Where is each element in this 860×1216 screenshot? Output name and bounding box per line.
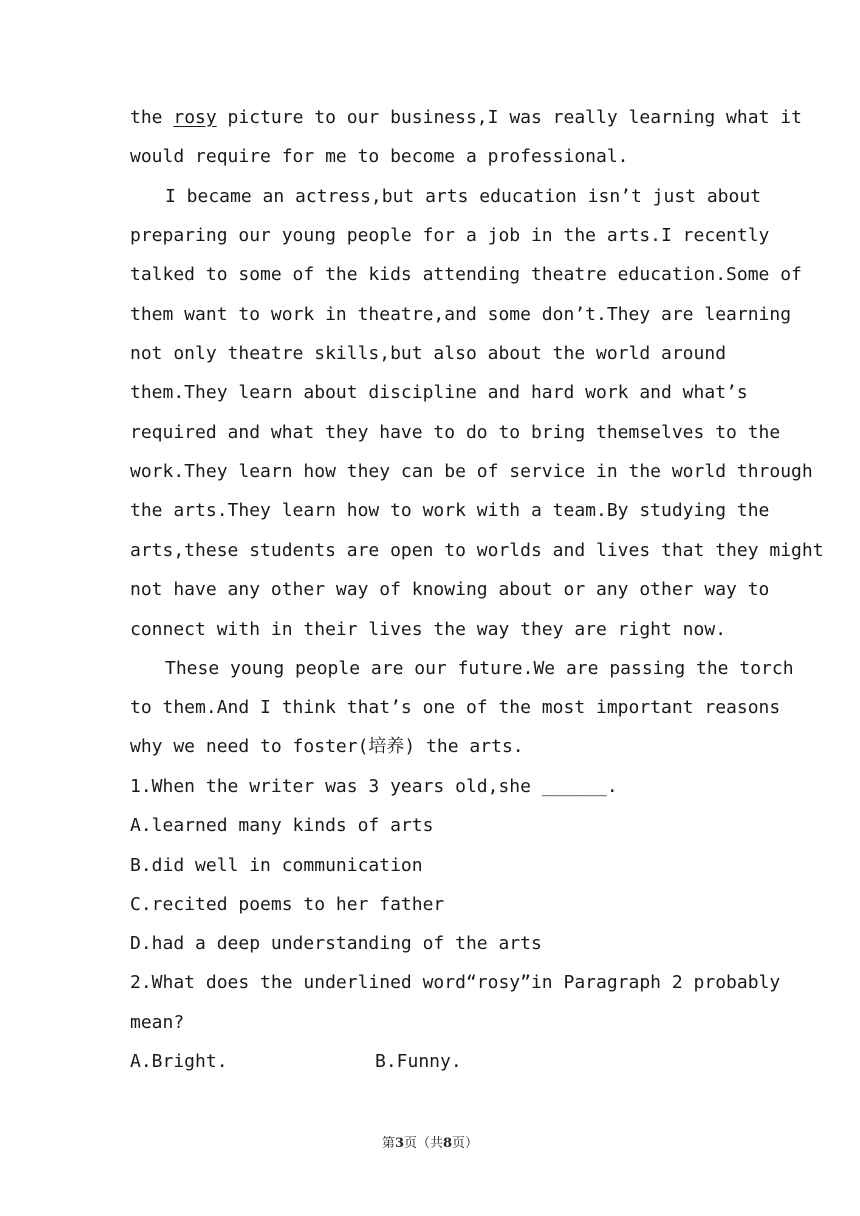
option-a: A.Bright. <box>130 1051 228 1072</box>
page-footer <box>0 1132 860 1151</box>
footer-text: 页（共 <box>403 1136 443 1151</box>
option-b: B.did well in communication <box>130 855 423 876</box>
footer-text: 第 <box>381 1136 395 1151</box>
passage-line: required and what they have to do to bring themselves to the <box>130 422 781 443</box>
passage-line: arts,these students are open to worlds and lives that they might <box>130 540 824 561</box>
question-stem: 2.What does the underlined word“rosy”in Paragraph 2 probably <box>130 972 781 993</box>
footer-text: 页） <box>452 1136 479 1151</box>
passage-line: not have any other way of knowing about or any other way to <box>130 579 770 600</box>
current-page-number: 3 <box>394 1136 404 1151</box>
question-stem-continued: mean? <box>130 1012 185 1033</box>
passage-line: talked to some of the kids attending theatre education.Some of <box>130 264 802 285</box>
passage-line: connect with in their lives the way they are right now. <box>130 619 727 640</box>
text-fragment: picture to our business,I was really learning what it <box>216 107 802 128</box>
passage-line: I became an actress,but arts education isn’t just about <box>165 186 762 207</box>
total-pages: 8 <box>443 1136 453 1151</box>
passage-line: them.They learn about discipline and hard work and what’s <box>130 382 748 403</box>
passage-line: them want to work in theatre,and some don’t.They are learning <box>130 304 792 325</box>
text-fragment: the <box>130 107 174 128</box>
underlined-word-rosy: rosy <box>173 107 217 128</box>
passage-line: why we need to foster(培养) the arts. <box>130 736 524 757</box>
option-c: C.recited poems to her father <box>130 894 445 915</box>
passage-line: preparing our young people for a job in the arts.I recently <box>130 225 770 246</box>
passage-line: to them.And I think that’s one of the most important reasons <box>130 697 781 718</box>
option-d: D.had a deep understanding of the arts <box>130 933 542 954</box>
passage-line: These young people are our future.We are passing the torch <box>165 658 794 679</box>
question-stem: 1.When the writer was 3 years old,she ______. <box>130 776 618 797</box>
passage-line: work.They learn how they can be of service in the world through <box>130 461 813 482</box>
option-a: A.learned many kinds of arts <box>130 815 434 836</box>
passage-line: not only theatre skills,but also about the world around <box>130 343 727 364</box>
passage-line <box>130 106 802 130</box>
passage-line: would require for me to become a professional. <box>130 146 629 167</box>
passage-line: the arts.They learn how to work with a team.By studying the <box>130 500 770 521</box>
option-b: B.Funny. <box>375 1051 462 1072</box>
